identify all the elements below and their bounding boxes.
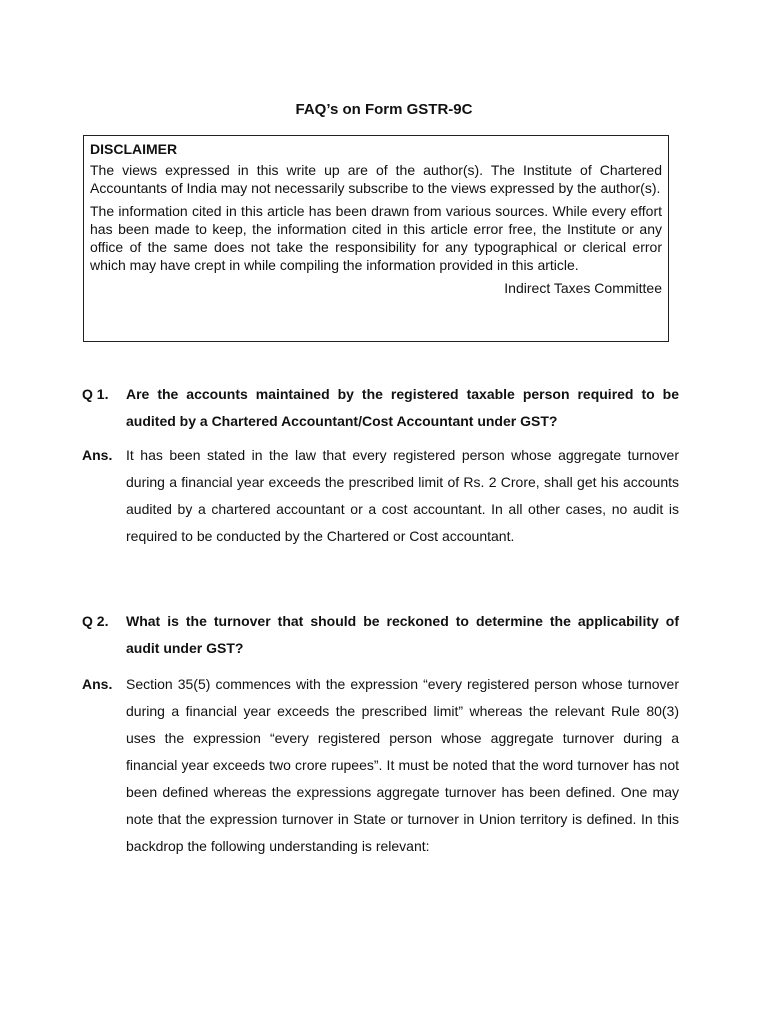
disclaimer-signature: Indirect Taxes Committee xyxy=(504,280,662,296)
question-label: Q 2. xyxy=(82,613,109,629)
disclaimer-paragraph-information: The information cited in this article has been drawn from various sources. While every effort has been made to keep, the information cited in this article error free, the Institute or any office of the same does not take the responsibility for any typographical or clerical error which may have crept in while compiling the information provided in this article. xyxy=(90,203,662,273)
answer-row xyxy=(82,671,679,860)
question-label: Q 1. xyxy=(82,386,109,402)
document-title: FAQ’s on Form GSTR-9C xyxy=(295,101,473,118)
answer-text: It has been stated in the law that every registered person whose aggregate turnover during a financial year exceeds the prescribed limit of Rs. 2 Crore, shall get his accounts audited by a chartered accountant or a cost accountant. In all other cases, no audit is required to be conducted by the Chartered or Cost accountant. xyxy=(126,447,679,544)
question-text: Are the accounts maintained by the registered taxable person required to be audited by a Chartered Accountant/Cost Accountant under GST? xyxy=(126,386,679,429)
answer-label: Ans. xyxy=(82,447,113,463)
disclaimer-heading: DISCLAIMER xyxy=(90,141,178,157)
answer-label: Ans. xyxy=(82,676,113,692)
answer-row xyxy=(82,442,679,550)
answer-text: Section 35(5) commences with the expression “every registered person whose turnover during a financial year exceeds the prescribed limit” whereas the relevant Rule 80(3) uses the expression “every registered person whose aggregate turnover during a financial year exceeds two crore rupees”. It must be noted that the word turnover has not been defined whereas the expressions aggregate turnover has been defined. One may note that the expression turnover in State or turnover in Union territory is defined. In this backdrop the following understanding is relevant: xyxy=(126,676,679,854)
question-row xyxy=(82,381,679,435)
question-row xyxy=(82,608,679,662)
faq-item-2 xyxy=(82,608,679,860)
disclaimer-paragraph-views: The views expressed in this write up are of the author(s). The Institute of Chartered Accountants of India may not necessarily subscribe to the views expressed by the author(s). xyxy=(90,162,662,196)
faq-item-1 xyxy=(82,381,679,550)
disclaimer-box xyxy=(83,135,669,342)
question-text: What is the turnover that should be reckoned to determine the applicability of audit under GST? xyxy=(126,613,679,656)
